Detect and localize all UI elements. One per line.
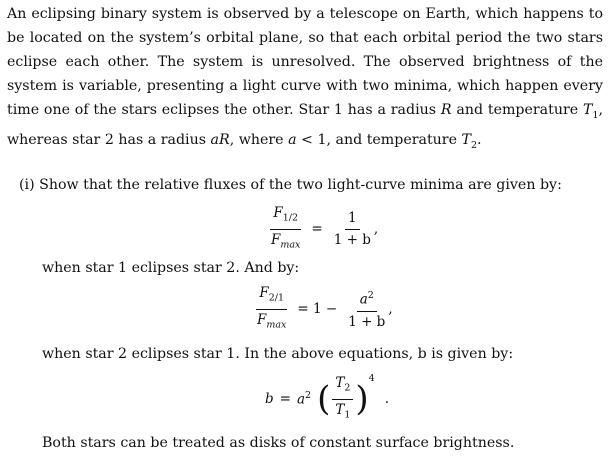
eq3-den-sub: 1	[344, 409, 351, 421]
eq1-lhs-fraction	[268, 205, 303, 253]
eq3-left-paren: (	[317, 379, 331, 420]
eq2-den-sub: max	[266, 319, 287, 331]
equation-3	[265, 375, 389, 423]
eq3-fraction	[332, 375, 353, 423]
intro-text-1: An eclipsing binary system is observed by a telescope on Earth, which happens to be located on the system’s orbital plane, so that each orbital period the two stars eclipse each other. The system is unresolved. The observed brightness of the system is variable, presenting a light curve with two minima, which happen every time one of the stars eclipses the other. Star 1 has a radius	[7, 6, 603, 118]
eq2-lhs-fraction	[254, 285, 289, 333]
eq3-num-sub: 2	[344, 382, 351, 394]
eq3-right-paren: )	[355, 379, 369, 420]
eq2-rhs-fraction	[345, 287, 388, 331]
eq2-equals-one-minus: = 1 −	[297, 301, 338, 318]
temp2-symbol: T	[461, 131, 471, 148]
eq3-a-sup: 2	[305, 390, 312, 402]
temp1-subscript: 1	[592, 109, 599, 121]
eq3-b: b	[265, 391, 274, 408]
text-disks: Both stars can be treated as disks of constant surface brightness.	[42, 435, 515, 451]
eq1-num-sub: 1/2	[282, 212, 299, 224]
part-i-label: (i) Show that the relative fluxes of the two light-curve minima are given by:	[19, 177, 562, 193]
text-star2-eclipses: when star 2 eclipses star 1. In the above equations, b is given by:	[42, 346, 514, 362]
intro-text-6: .	[477, 131, 482, 148]
eq2-rhs-den: 1 + b	[348, 313, 386, 330]
radius2-symbol: aR	[210, 131, 230, 148]
eq1-rhs-den: 1 + b	[333, 231, 371, 248]
eq2-num-F: F	[259, 285, 269, 301]
eq3-period: .	[384, 391, 390, 408]
eq2-rhs-sup: 2	[367, 290, 374, 302]
intro-text-4: , where	[229, 131, 289, 148]
eq3-a: a	[296, 391, 306, 408]
eq1-den-F: F	[271, 231, 281, 248]
eq2-den-F: F	[257, 311, 267, 328]
eq1-rhs-num: 1	[345, 210, 360, 230]
eq3-den-T: T	[335, 401, 345, 418]
eq1-equals: =	[311, 221, 323, 238]
eq3-equals: =	[279, 391, 291, 408]
eq3-power: 4	[368, 373, 375, 384]
temp2-subscript: 2	[470, 139, 477, 151]
equation-1	[268, 205, 378, 253]
intro-text-2: and temperature	[451, 102, 583, 118]
eq2-num-sub: 2/1	[268, 292, 285, 304]
eq3-num-T: T	[335, 375, 345, 391]
temp1-symbol: T	[582, 102, 593, 118]
eq2-rhs-a: a	[359, 291, 368, 308]
text-star1-eclipses: when star 1 eclipses star 2. And by:	[42, 260, 300, 276]
intro-text-5: < 1, and temperature	[296, 131, 462, 148]
intro-text-3: , whereas star 2 has a radius	[7, 102, 603, 148]
radius-symbol: R	[440, 102, 452, 118]
equation-2	[254, 285, 393, 333]
eq2-comma: ,	[388, 301, 393, 318]
problem-intro	[7, 2, 603, 158]
eq1-num-F: F	[273, 205, 283, 221]
eq1-comma: ,	[373, 221, 379, 238]
a-symbol: a	[288, 131, 297, 148]
eq1-rhs-fraction	[331, 210, 374, 249]
eq1-den-sub: max	[280, 239, 301, 251]
